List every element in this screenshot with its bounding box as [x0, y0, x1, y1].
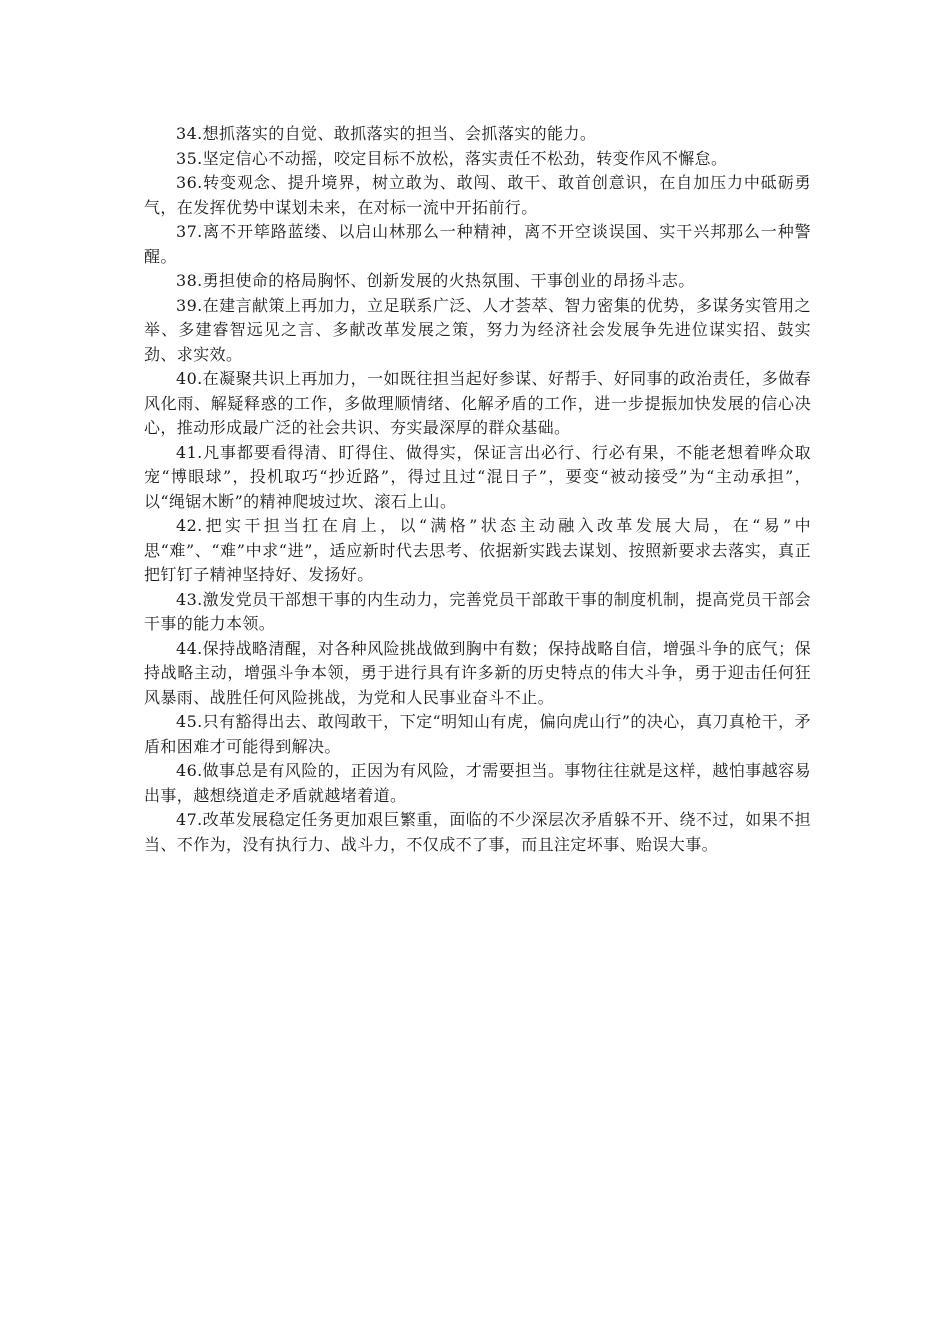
paragraph-34: 34.想抓落实的自觉、敢抓落实的担当、会抓落实的能力。: [176, 124, 597, 143]
paragraph-35: 35.坚定信心不动摇，咬定目标不放松，落实责任不松劲，转变作风不懈怠。: [176, 148, 728, 168]
paragraph-43: 43.激发党员干部想干事的内生动力，完善党员干部敢干事的制度机制，提高党员干部会干事的能力本领。: [144, 589, 811, 633]
paragraph-37: 37.离不开筚路蓝缕、以启山林那么一种精神，离不开空谈误国、实干兴邦那么一种警醒。: [144, 222, 811, 266]
paragraph-42: 42.把实干担当扛在肩上，以“满格”状态主动融入改革发展大局，在“易”中思“难”、“难”中求“进”，适应新时代去思考、依据新实践去谋划、按照新要求去落实，真正把钉钉子精神坚持好、发扬好。: [144, 516, 811, 584]
paragraph-38: 38.勇担使命的格局胸怀、创新发展的火热氛围、干事创业的昂扬斗志。: [176, 271, 695, 290]
paragraph-44: 44.保持战略清醒，对各种风险挑战做到胸中有数；保持战略自信，增强斗争的底气；保持战略主动，增强斗争本领，勇于进行具有许多新的历史特点的伟大斗争，勇于迎击任何狂风暴雨、战胜任何风险挑战，为党和人民事业奋斗不止。: [144, 638, 811, 707]
document-body: [144, 122, 811, 857]
paragraph-41: 41.凡事都要看得清、盯得住、做得实，保证言出必行、行必有果，不能老想着哗众取宠“博眼球”，投机取巧“抄近路”，得过且过“混日子”，要变“被动接受”为“主动承担”，以“绳锯木断”的精神爬坡过坎、滚石上山。: [144, 442, 811, 511]
paragraph-36: 36.转变观念、提升境界，树立敢为、敢闯、敢干、敢首创意识，在自加压力中砥砺勇气，在发挥优势中谋划未来，在对标一流中开拓前行。: [144, 173, 811, 217]
paragraph-46: 46.做事总是有风险的，正因为有风险，才需要担当。事物往往就是这样，越怕事越容易出事，越想绕道走矛盾就越堵着道。: [144, 761, 811, 805]
paragraph-40: 40.在凝聚共识上再加力，一如既往担当起好参谋、好帮手、好同事的政治责任，多做春风化雨、解疑释惑的工作，多做理顺情绪、化解矛盾的工作，进一步提振加快发展的信心决心，推动形成最广泛的社会共识、夯实最深厚的群众基础。: [144, 369, 811, 437]
paragraph-45: 45.只有豁得出去、敢闯敢干，下定“明知山有虎，偏向虎山行”的决心，真刀真枪干，矛盾和困难才可能得到解决。: [144, 712, 811, 756]
paragraph-47: 47.改革发展稳定任务更加艰巨繁重，面临的不少深层次矛盾躲不开、绕不过，如果不担当、不作为，没有执行力、战斗力，不仅成不了事，而且注定坏事、贻误大事。: [144, 810, 811, 854]
paragraph-39: 39.在建言献策上再加力，立足联系广泛、人才荟萃、智力密集的优势，多谋务实管用之举、多建睿智远见之言、多献改革发展之策，努力为经济社会发展争先进位谋实招、鼓实劲、求实效。: [144, 295, 811, 364]
